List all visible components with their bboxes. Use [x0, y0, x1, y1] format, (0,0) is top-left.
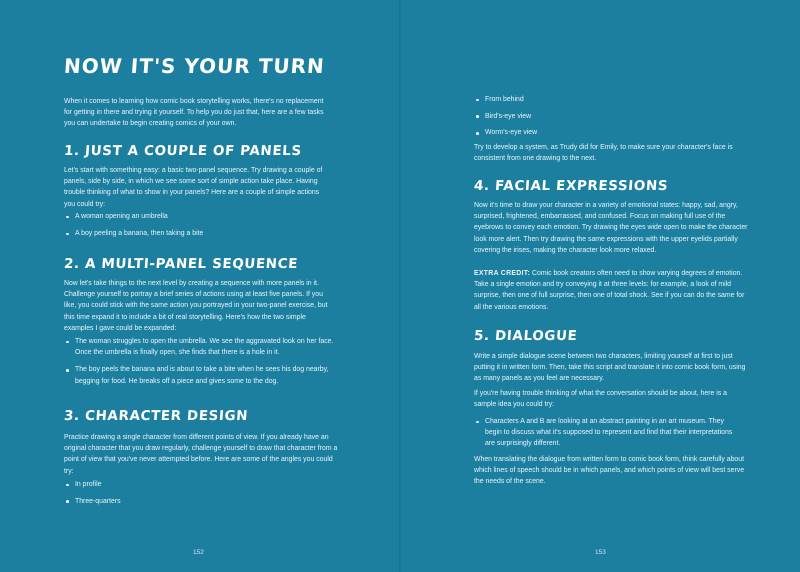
section-1-heading: 1. JUST A COUPLE OF PANELS [63, 143, 303, 159]
section-4-heading: 4. FACIAL EXPRESSIONS [473, 178, 669, 194]
section-3-closing: Try to develop a system, as Trudy did for Emily, to make sure your character's face is consistent from one drawing to the next. [474, 144, 733, 163]
section-1-body: Let's start with something easy: a basic two-panel sequence. Try drawing a couple of panels, side by side, in which we see some sort of simple action take place. Having trouble thinking of what to show in your panels? Here are a couple of simple actions you could try: [64, 167, 323, 208]
bullet-icon [66, 341, 69, 344]
section-5-list [474, 416, 736, 456]
section-3-list [64, 479, 332, 512]
page-number: 152 [193, 549, 204, 556]
bullet-icon [66, 500, 69, 503]
list-item: A boy peeling a banana, then taking a bite [64, 228, 332, 239]
section-2-list [64, 336, 334, 393]
section-5-body-2: If you're having trouble thinking of what the conversation should be about, here is a sample idea you could try: [474, 390, 727, 409]
list-item: Worm's-eye view [474, 127, 734, 138]
section-5-heading: 5. DIALOGUE [473, 328, 578, 344]
list-item: Three-quarters [64, 496, 332, 507]
bullet-icon [66, 216, 69, 219]
angles-list-continued [474, 94, 734, 144]
page-number: 153 [595, 549, 606, 556]
bullet-icon [66, 369, 69, 372]
list-item: Bird's-eye view [474, 111, 734, 122]
section-5-closing: When translating the dialogue from written form to comic book form, think carefully about which lines of speech should be in which panels, and which points of view will best serve the needs of the scene. [474, 456, 745, 486]
bullet-icon [476, 115, 479, 118]
section-3-body: Practice drawing a single character from different points of view. If you already have an original character that you draw regularly, challenge yourself to draw that character from a point of view that you've never attempted before. Here are some of the angles you could try: [64, 434, 338, 475]
list-item: From behind [474, 94, 734, 105]
bullet-icon [476, 132, 479, 135]
bullet-icon [66, 233, 69, 236]
section-1-list [64, 211, 332, 245]
list-item: The boy peels the banana and is about to take a bite when he sees his dog nearby, begging for food. He breaks off a piece and gives some to the dog. [64, 364, 334, 386]
list-item: In profile [64, 479, 332, 490]
section-2-body: Now let's take things to the next level by creating a sequence with more panels in it. Challenge yourself to portray a brief series of actions using at least five panels. If you like, you could stick with the same action you portrayed in your two-panel exercise, but this time expand it to include a bit of real storytelling. Here's how the two simple examples I gave could be expanded: [64, 280, 328, 332]
section-3-heading: 3. CHARACTER DESIGN [63, 408, 249, 424]
bullet-icon [66, 484, 69, 487]
section-2-heading: 2. A MULTI-PANEL SEQUENCE [63, 256, 299, 272]
list-item: Characters A and B are looking at an abstract painting in an art museum. They begin to discuss what it's supposed to represent and find that their interpretations are surprisingly different. [474, 416, 736, 450]
bullet-icon [476, 99, 479, 102]
intro-paragraph: When it comes to learning how comic book storytelling works, there's no replacement for getting in there and trying it yourself. To help you do just that, here are a few tasks you can undertake to begin creating comics of your own. [64, 98, 324, 128]
right-page [400, 0, 800, 572]
bullet-icon [476, 421, 479, 424]
list-item: The woman struggles to open the umbrella. We see the aggravated look on her face. Once the umbrella is finally open, she finds that there is a hole in it. [64, 336, 334, 358]
page-title: NOW IT'S YOUR TURN [63, 54, 326, 78]
extra-credit-label: EXTRA CREDIT: [474, 270, 531, 277]
section-4-body: Now it's time to draw your character in a variety of emotional states: happy, sad, angry, surprised, frightened, embarrassed, and confused. Focus on making full use of the eyebrows to convey each emotion. Try drawing the eyes wide open to make the character look more alert. Then try drawing the same expressions with the upper eyelids partially covering the irises, making the character look more relaxed. [474, 202, 748, 254]
extra-credit-paragraph [474, 268, 750, 313]
section-5-body: Write a simple dialogue scene between two characters, limiting yourself at first to just putting it in written form. Then, take this script and translate it into comic book form, using as many panels as you feel are necessary. [474, 353, 746, 383]
list-item: A woman opening an umbrella [64, 211, 332, 222]
extra-credit-body: Comic book creators often need to show varying degrees of emotion. Take a single emotion and try conveying it at three levels: for example, a look of mild surprise, then one of full surprise, then one of total shock. See if you can do the same for all the various emotions. [474, 270, 745, 311]
